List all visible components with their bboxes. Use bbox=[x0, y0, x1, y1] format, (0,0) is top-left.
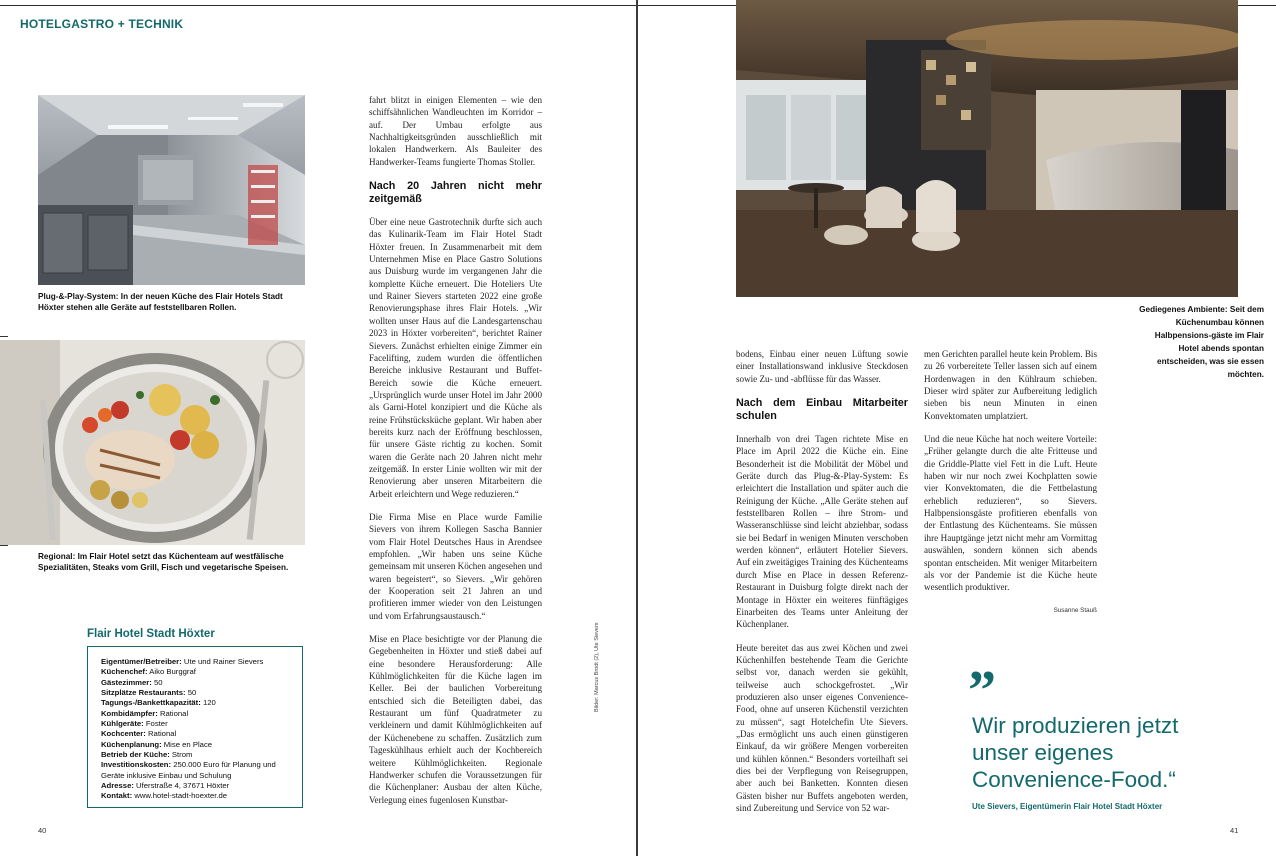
infobox-row bbox=[101, 781, 294, 791]
photo-credit: Bilder: Marcus Brodt (2), Ute Sievers bbox=[594, 622, 600, 712]
infobox-key: Eigentümer/Betreiber: bbox=[101, 657, 182, 666]
infobox-key: Investitionskosten: bbox=[101, 760, 172, 770]
infobox-key: Adresse: bbox=[101, 781, 134, 791]
paragraph: Die Firma Mise en Place wurde Familie Sievers von ihrem Kollegen Sascha Bannier vom Flair Hotel Deutsches Haus in Arendsee empfohlen. „Wir haben uns seine Küche gemeinsam mit unseren Köchen angesehen und waren begeistert“, so Sievers. „Wir gehören der Kooperation seit 21 Jahren an und profitieren immer wieder von den Leistungen und vom Erfahrungsaustausch.“ bbox=[369, 511, 542, 621]
pull-quote: Wir produzieren jetzt unser eigenes Convenience-Food.“ bbox=[972, 713, 1179, 792]
food-photo-caption: Regional: Im Flair Hotel setzt das Küchenteam auf westfälische Spezialitäten, Steaks vom Grill, Fisch und vegetarische Speisen. bbox=[38, 552, 289, 572]
subheading: Nach dem Einbau Mitarbeiter schulen bbox=[736, 397, 908, 423]
quote-mark-icon: ” bbox=[968, 660, 996, 722]
author-credit: Susanne Stauß bbox=[1053, 606, 1097, 614]
infobox-title: Flair Hotel Stadt Höxter bbox=[87, 628, 215, 640]
paragraph: Mise en Place besichtigte vor der Planung die Gegebenheiten in Höxter und stieß dabei auf eine besondere Herausforderung: Alle Kühlmöglichkeiten für die Küche lagen im Keller. Bei der baulichen Vorbereitung entschied sich die Beteiligten dabei, das Restaurant um fünf Quadratmeter zu verkleinern und damit Kühlmöglichkeiten auf der Küchenebene zu schaffen. Zusätzlich zum Tageskühlhaus erhielt auch der Kochbereich weitere Kühlmöglichkeiten. Regionale Handwerker schufen die Voraussetzungen für die Küchenplaner: Ausbau der alten Küche, Verlegung eines fugenlosen Kunstbar- bbox=[369, 634, 542, 805]
infobox-key: Küchenplanung: bbox=[101, 739, 162, 749]
infobox-row bbox=[101, 740, 294, 750]
paragraph: Heute bereitet das aus zwei Köchen und zwei Küchenhilfen bestehende Team die Gerichte selbst vor, danach werden sie gekühlt, teilweise auch schockgefrostet. „Wir produzieren also unser eigenes Convenience-Food, ohne auf unseren Küchenstil verzichten zu müssen“, sagt Hotelchefin Ute Sievers. „Das ermöglicht uns auch einen günstigeren Einkauf, da wir größere Mengen vorbereiten und kühlen können.“ Besonders vorteilhaft sei dies bei der Verpflegung von Reisegruppen, aber auch bei Banketten. Konnten diesen Gästen bisher nur Buffets angeboten werden, sind Zubereitung und Service von 52 war- bbox=[736, 642, 908, 813]
infobox-key: Küchenchef: bbox=[101, 667, 148, 677]
paragraph: Und die neue Küche hat noch weitere Vorteile: „Früher gelangte durch die alte Fritteuse und die Griddle-Platte viel Fett in die Luft. Heute haben wir nur noch zwei Kochplatten sowie vier Konvektomaten, die die Fettbelastung erheblich reduzieren“, so Sievers. Halbpensionsgäste profitieren ebenfalls von der Entlastung des Küchenteams. Sie müssen ihre Hauptgänge jetzt nicht mehr am Vormittag auswählen, sondern können sich abends spontan entscheiden. Mit weniger Mitarbeitern als vor der Pandemie ist die Küche heute wesentlich produktiver. bbox=[924, 434, 1097, 593]
infobox-value: Foster bbox=[143, 719, 168, 729]
article-column-1 bbox=[369, 94, 542, 817]
infobox-row bbox=[101, 678, 294, 688]
infobox bbox=[87, 646, 303, 808]
infobox-key: Tagungs-/Bankettkapazität: bbox=[101, 698, 201, 708]
infobox-row bbox=[101, 791, 294, 801]
infobox-key: Kontakt: bbox=[101, 791, 133, 801]
paragraph: men Gerichten parallel heute kein Problem. Bis zu 26 vorbereitete Teller lassen sich auf einem Hordenwagen in den Kühlraum schieben. Dieser wird später zur Aufbereitung lediglich sieben bis neun Minuten in einen Konvektomaten umplatziert. bbox=[924, 349, 1097, 421]
page-number-right: 41 bbox=[1230, 826, 1239, 835]
article-column-3 bbox=[924, 348, 1097, 617]
infobox-row bbox=[101, 698, 294, 708]
gutter-tick bbox=[0, 545, 8, 546]
kitchen-photo-caption: Plug-&-Play-System: In der neuen Küche des Flair Hotels Stadt Höxter stehen alle Geräte auf feststellbaren Rollen. bbox=[38, 292, 283, 312]
infobox-key: Gästezimmer: bbox=[101, 677, 152, 687]
infobox-value: 120 bbox=[200, 698, 216, 708]
gutter-tick bbox=[0, 336, 8, 337]
infobox-row bbox=[101, 688, 294, 698]
pull-quote-attribution: Ute Sievers, Eigentümerin Flair Hotel Stadt Höxter bbox=[972, 802, 1163, 811]
infobox-row bbox=[101, 709, 294, 719]
infobox-row bbox=[101, 719, 294, 729]
paragraph: Über eine neue Gastrotechnik durfte sich auch das Kulinarik-Team im Flair Hotel Stadt Höxter freuen. In Zusammenarbeit mit dem Unternehmen Mise en Place Gastro Solutions aus Duisburg wurde im vergangenen Jahr die komplette Küche erneuert. Die Hoteliers Ute und Rainer Sievers starteten 2022 eine große Renovierungsphase ihres Flair Hotels. „Wir wollten unser Haus auf die Landesgartenschau 2023 in Höxter vorbereiten“, berichtet Rainer Sievers. Zunächst erhielten einige Zimmer ein Facelifting, zudem wurden die öffentlichen Bereiche inklusive Restaurant und Buffet-Bereich sowie die Küche erneuert. „Ursprünglich wurde unser Hotel im Jahr 2000 als Garni-Hotel konzipiert und die Küche als reine Frühstücksküche geplant. Wir haben aber bereits kurz nach der Eröffnung beschlossen, für unsere Gäste richtig zu kochen. Somit waren die Geräte nach 20 Jahren nicht mehr zeitgemäß. In erster Linie wollten wir mit der Renovierung aber unseren Mitarbeitern die Arbeit erleichtern und Wege reduzieren.“ bbox=[369, 217, 542, 499]
infobox-value: Uferstraße 4, 37671 Höxter bbox=[133, 781, 230, 791]
restaurant-photo bbox=[736, 0, 1238, 297]
infobox-key: Kochcenter: bbox=[101, 729, 146, 739]
infobox-row bbox=[101, 750, 294, 760]
subheading: Nach 20 Jahren nicht mehr zeitgemäß bbox=[369, 180, 542, 206]
infobox-value: Ute und Rainer Sievers bbox=[181, 657, 264, 666]
infobox-row bbox=[101, 667, 294, 677]
page-gutter bbox=[636, 0, 638, 856]
infobox-key: Betrieb der Küche: bbox=[101, 750, 170, 760]
page-number-left: 40 bbox=[38, 826, 47, 835]
paragraph: bodens, Einbau einer neuen Lüftung sowie einer Installationswand inklusive Steckdosen sowie Zu- und -abflüsse für das Wasser. bbox=[736, 349, 908, 384]
infobox-key: Kühlgeräte: bbox=[101, 719, 144, 729]
infobox-value: Rational bbox=[145, 729, 177, 739]
infobox-value: Strom bbox=[169, 750, 193, 760]
infobox-row bbox=[101, 657, 294, 667]
paragraph: fahrt blitzt in einigen Elementen – wie den schiffsähnlichen Wandleuchten im Korridor – auf. Der Umbau erfolgte aus Nachhaltigkeitsgründen ausschließlich mit lokalen Handwerkern. Als Bauleiter des Handwerker-Teams fungierte Thomas Stoller. bbox=[369, 95, 542, 167]
infobox-value: 50 bbox=[151, 677, 163, 687]
infobox-row bbox=[101, 760, 294, 781]
infobox-value: 50 bbox=[185, 688, 197, 698]
infobox-value: Aiko Burggraf bbox=[147, 667, 196, 677]
infobox-value: Mise en Place bbox=[161, 739, 213, 749]
infobox-value: 250.000 Euro für Planung und Geräte inklusive Einbau und Schulung bbox=[101, 760, 276, 780]
article-column-2 bbox=[736, 348, 908, 825]
paragraph: Innerhalb von drei Tagen richtete Mise en Place im April 2022 die Küche ein. Eine Besonderheit ist die Mobilität der Möbel und Geräte durch das Plug-&-Play-System: Es erleichtert die Installation und später auch die Reinigung der Küche. „Alle Geräte stehen auf feststellbaren Rollen – ihre Strom- und Wasseranschlüsse sind leicht abziehbar, sodass sie bei Bedarf in wenigen Minuten verschoben werden können“, erläutert Hotelier Sievers. Auf ein zweitägiges Training des Küchenteams durch Mise en Place in dessen Referenz-Restaurant in Duisburg folgte direkt nach der Montage in Höxter ein weiteres fünftägiges Einarbeiten des Teams unter Anleitung der Küchenplaner. bbox=[736, 434, 908, 630]
infobox-value: www.hotel-stadt-hoexter.de bbox=[132, 791, 228, 801]
infobox-key: Sitzplätze Restaurants: bbox=[101, 688, 186, 698]
section-label: HOTELGASTRO + TECHNIK bbox=[20, 17, 184, 31]
food-photo bbox=[0, 340, 305, 545]
infobox-value: Rational bbox=[157, 708, 189, 718]
kitchen-photo bbox=[38, 95, 305, 285]
restaurant-photo-caption: Gediegenes Ambiente: Seit dem Küchenumbau können Halbpensions-gäste im Flair Hotel abends spontan entscheiden, was sie essen möchten. bbox=[1139, 305, 1264, 379]
infobox-key: Kombidämpfer: bbox=[101, 708, 158, 718]
infobox-row bbox=[101, 729, 294, 739]
